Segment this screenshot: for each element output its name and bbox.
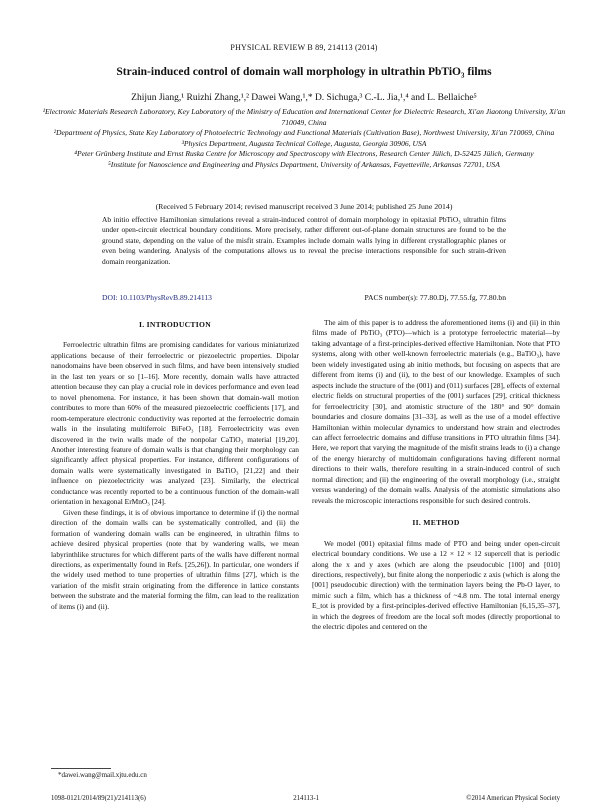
- affiliation-4: ⁴Peter Grünberg Institute and Ernst Ruska Centre for Microscopy and Spectroscopy with Electrons, Research Center Jülich, D-52425 Jülich, Germany: [74, 149, 534, 159]
- section-heading-introduction: I. INTRODUCTION: [138, 320, 211, 329]
- affiliation-3: ³Physics Department, Augusta Technical College, Augusta, Georgia 30906, USA: [181, 138, 427, 148]
- running-head: PHYSICAL REVIEW B 89, 214113 (2014): [230, 43, 378, 52]
- abstract: Ab initio effective Hamiltonian simulations reveal a strain-induced control of domain morphology in epitaxial PbTiO₃ ultrathin films under open-circuit electrical boundary conditions. More precisely, rather different out-of-plane domain structures are found to be the ground state, depending on the value of the misfit strain. Examples include domain walls lying in different crystallographic planes or even being wandering. Analysis of the computations allows us to reveal the precise interactions responsible for such strain-driven domain reorganization.: [102, 215, 506, 266]
- section-heading-method: II. METHOD: [412, 518, 460, 528]
- affiliation-1: ¹Electronic Materials Research Laboratory, Key Laboratory of the Ministry of Education and International Center for Dielectric Research, Xi'an Jiaotong University, Xi'an 710049, China: [42, 107, 566, 127]
- pacs-numbers: PACS number(s): 77.80.Dj, 77.55.fg, 77.80.bn: [364, 293, 506, 302]
- intro-paragraph-1: Ferroelectric ultrathin films are promising candidates for various miniaturized applications because of their ferroelectric or piezoelectric properties. Dipolar nanodomains have been observed in such films, and have been intensively studied in the last ten years or so [1–16]. More recently, domain walls have attracted attention because they can play a crucial role in devices performance and even lead to novel phenomena. For instance, it has been shown that domain-wall motion contributes to more than 60% of the measured piezoelectric coefficients [17], and room-temperature electronic conductivity was reported at the ferroelectric domain walls in the insulating multiferroic BiFeO₃ [18]. Ferroelectricity was even discovered in the twin walls made of the nonpolar CaTiO₃ material [19,20]. Another interesting feature of domain walls is that changing their morphology can significantly affect physical properties. For instance, different configurations of domain walls were systematically investigated in BaTiO₃ [21,22] and their influence on piezoelectricity was analyzed [23]. Similarly, the electrical conductance was recently reported to be a continuous function of the domain-wall orientation in hexagonal ErMnO₃ [24].: [51, 340, 299, 507]
- affiliation-5: ⁵Institute for Nanoscience and Engineering and Physics Department, University of Arkansas, Fayetteville, Arkansas 72701, USA: [108, 159, 500, 169]
- page-footer: [51, 795, 560, 802]
- doi-pacs-line: [102, 293, 506, 302]
- footer-copyright: ©2014 American Physical Society: [466, 795, 560, 802]
- corresponding-author-email[interactable]: *dawei.wang@mail.xjtu.edu.cn: [58, 771, 147, 779]
- intro-paragraph-3: The aim of this paper is to address the aforementioned items (i) and (ii) in thin films made of PbTiO₃ (PTO)—which is a prototype ferroelectric material—by taking advantage of a first-principles-derived effective Hamiltonian. Note that PTO systems, along with other well-known ferroelectric materials (e.g., BaTiO₃), have been widely investigated using ab initio methods, but focusing on aspects that are different from items (i) and (ii), to the best of our knowledge. Examples of such aspects include the structure of the (001) and (011) surfaces [28], effects of external electric fields on structural properties of the (001) surfaces [29], critical thickness for ferroelectricity [30], and atomistic structure of the 180° and 90° domain boundaries and closure domains [31–33], as well as the use of a model effective Hamiltonian within molecular dynamics to understand how strain and electrodes can affect ferroelectric domains and diffuse transitions in PTO ultrathin films [34]. Here, we report that varying the magnitude of the misfit strains leads to (i) a change of the energy hierarchy of multidomain configurations having different normal directions to their walls, therefore resulting in a strain-induced control of such normal direction; and (ii) the engineering of the overall morphology (i.e., straight versus wandering) of the domain walls. Analysis of the atomistic simulations also reveals the microscopic interactions responsible for such desired controls.: [312, 318, 560, 505]
- doi-link[interactable]: DOI: 10.1103/PhysRevB.89.214113: [102, 293, 212, 302]
- left-column: [51, 318, 299, 612]
- received-dates: (Received 5 February 2014; revised manuscript received 3 June 2014; published 25 June 2014): [155, 202, 453, 211]
- author-list: Zhijun Jiang,¹ Ruizhi Zhang,¹,² Dawei Wang,¹,* D. Sichuga,³ C.-L. Jia,¹,⁴ and L. Bellaiche⁵: [131, 93, 477, 103]
- paper-title: Strain-induced control of domain wall morphology in ultrathin PbTiO₃ films: [116, 66, 492, 78]
- intro-paragraph-2: Given these findings, it is of obvious importance to determine if (i) the normal direction of the domain walls can be systematically controlled, and (ii) the formation of wandering domain walls can be engineered, in ultrathin films to achieve desired physical properties (note that by wandering walls, we mean labyrinthlike structures for which different parts of the walls have different normal directions, as experimentally found in Refs. [25,26]). In particular, one wonders if the widely used method to tune properties of ultrathin films [27], which is the variation of the misfit strain originating from the difference in lattice constants between the substrate and the material forming the film, can lead to the realization of items (i) and (ii).: [51, 507, 299, 611]
- footer-issn: 1098-0121/2014/89(21)/214113(6): [51, 795, 146, 802]
- footnote-divider: [51, 768, 111, 769]
- right-column: [312, 318, 560, 633]
- footer-page-number: 214113-1: [293, 795, 319, 802]
- method-paragraph-1: We model (001) epitaxial films made of PTO and being under open-circuit electrical boundary conditions. We use a 12 × 12 × 12 supercell that is periodic along the x and y axes (which are along the pseudocubic [100] and [010] directions, respectively), but finite along the nonperiodic z axis (which is along the [001] pseudocubic direction) with the termination layers being the Pb-O layer, to mimic such a film, which has a thickness of ~4.8 nm. The total internal energy E_tot is provided by a first-principles-derived effective Hamiltonian [6,15,35–37], in which the degrees of freedom are the local soft modes (directly proportional to the electric dipoles and centered on the: [312, 538, 560, 632]
- affiliation-2: ²Department of Physics, State Key Laboratory of Photoelectric Technology and Functional Materials (Cultivation Base), Northwest University, Xi'an 710069, China: [53, 128, 555, 138]
- affiliations: [40, 107, 568, 171]
